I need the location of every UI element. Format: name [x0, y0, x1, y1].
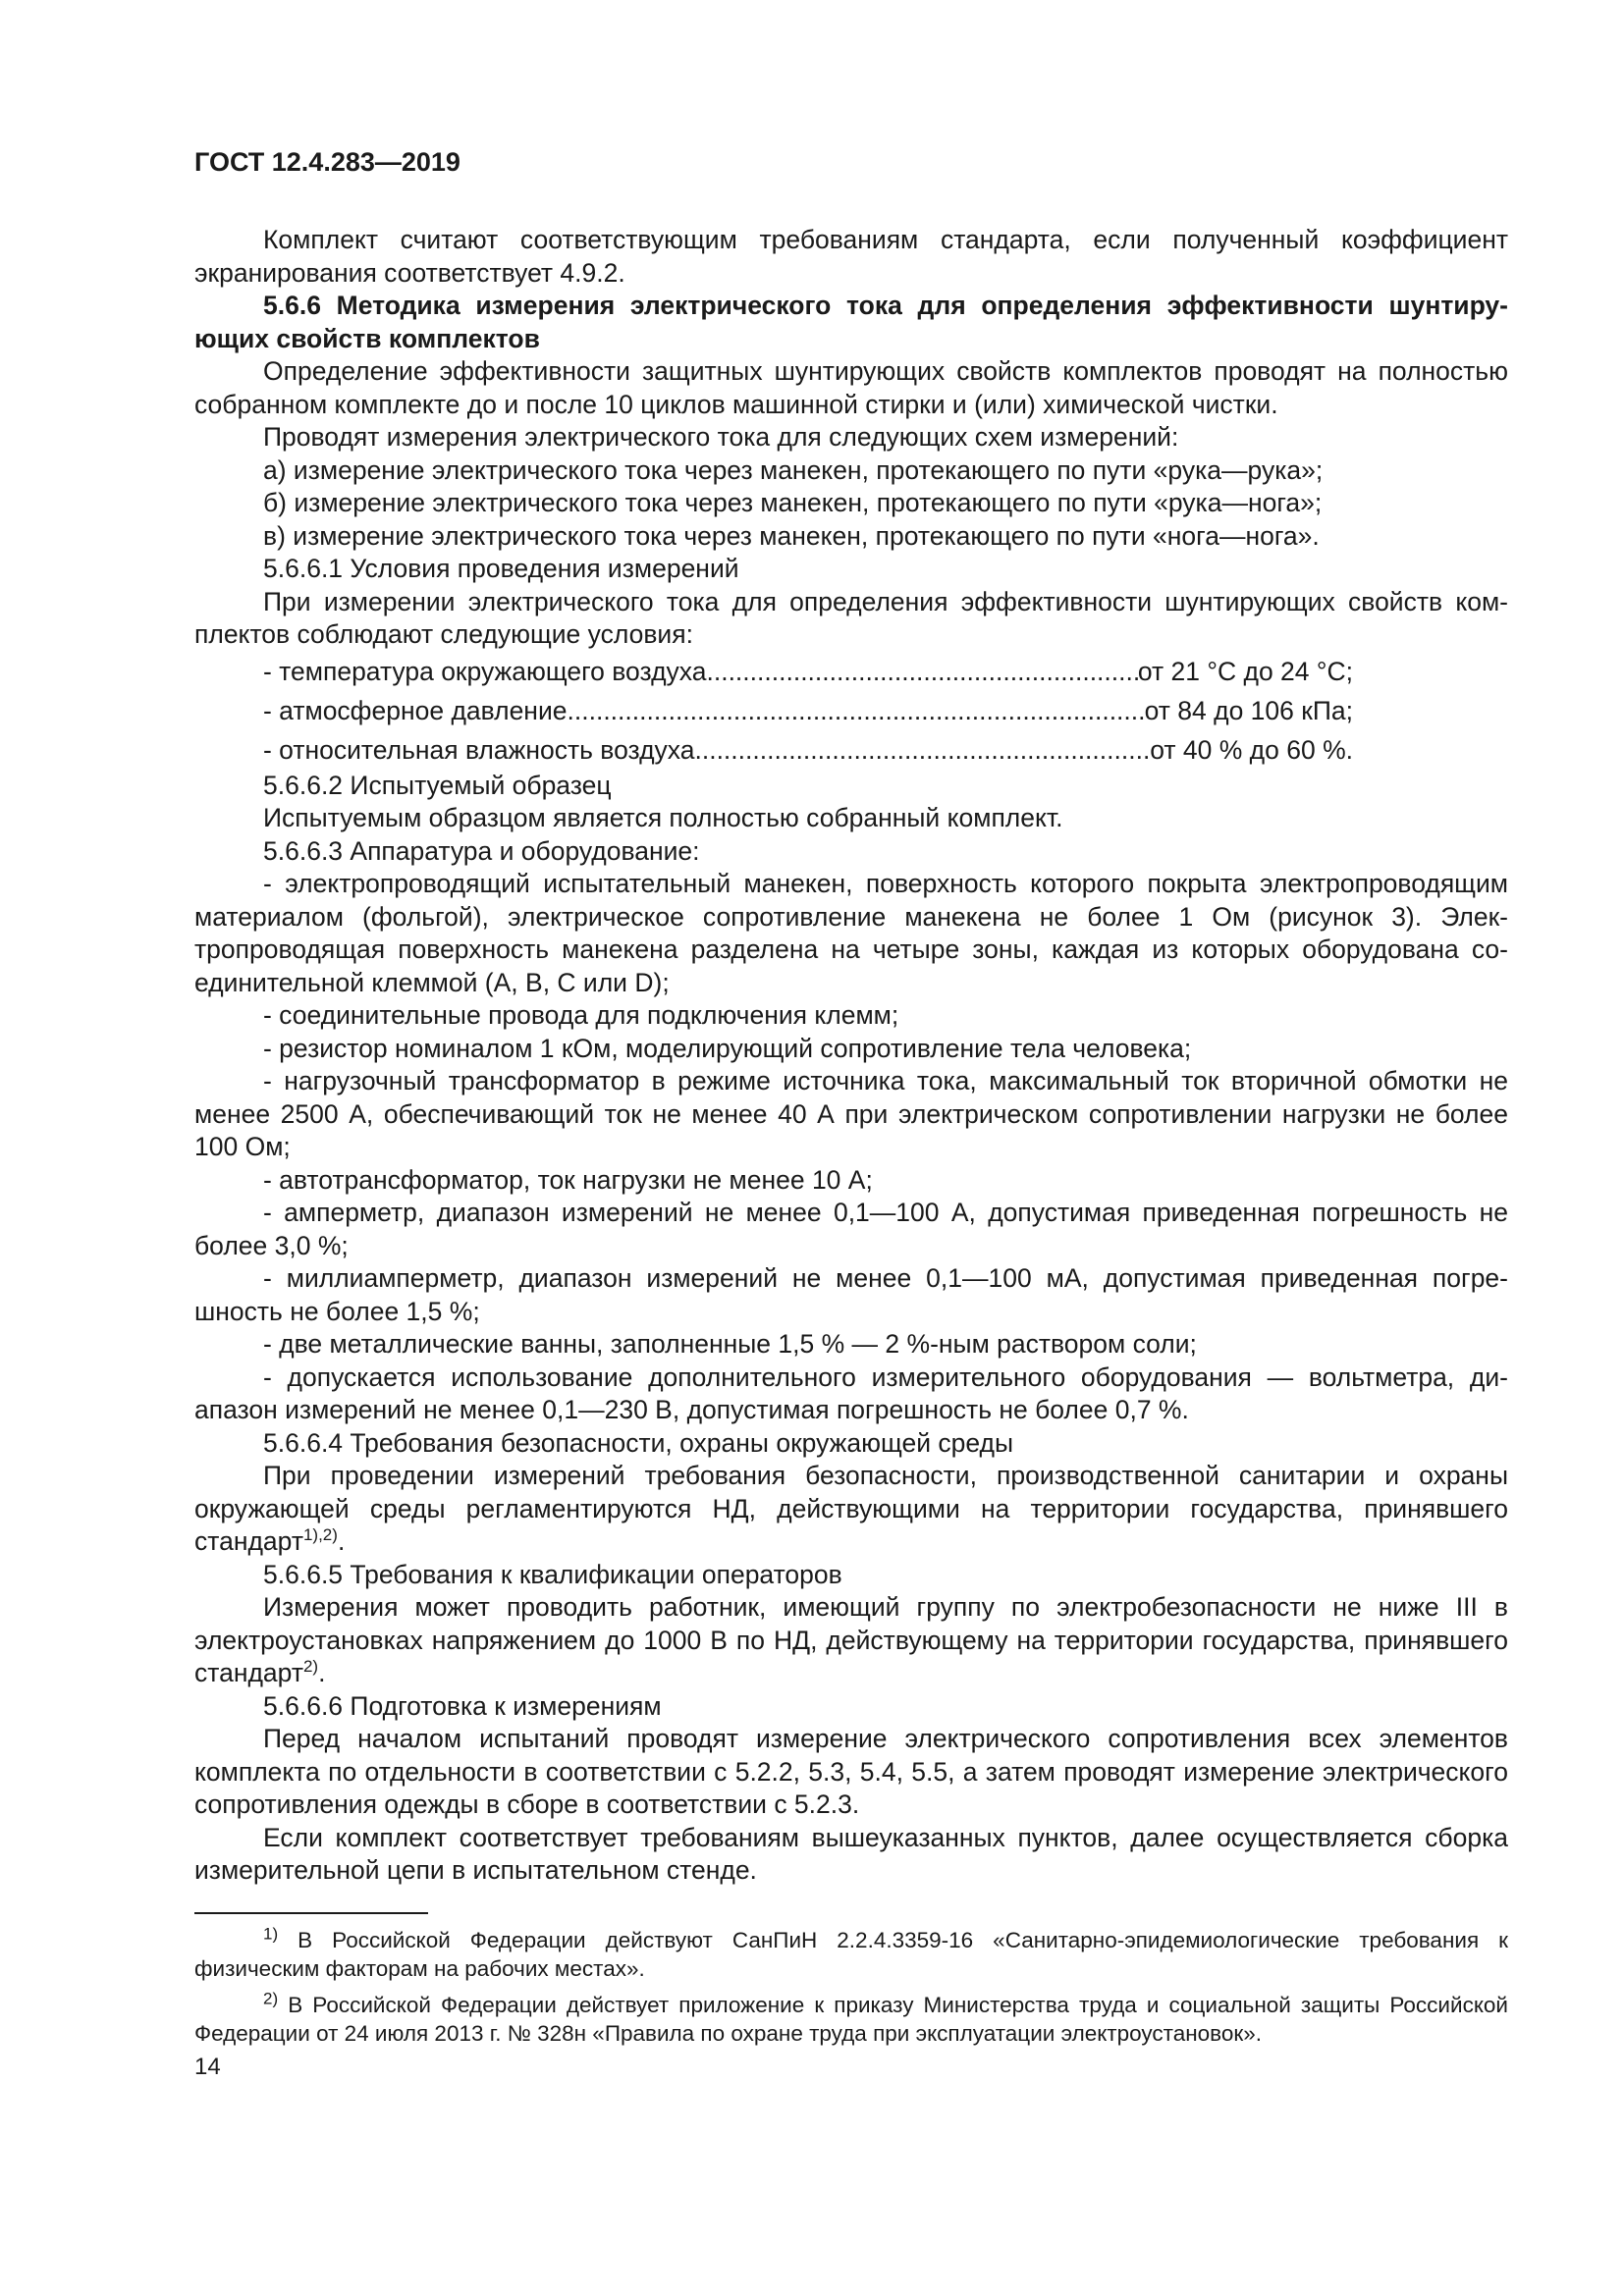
subsection-heading: 5.6.6.4 Требования безопасности, охраны окружающей среды: [263, 1427, 1014, 1458]
paragraph: Проводят измерения электрического тока для следующих схем измерений:: [263, 422, 1179, 452]
condition-value: от 40 % до 60 %.: [1150, 734, 1353, 765]
condition-value: от 84 до 106 кПа;: [1144, 695, 1353, 725]
footnote-mark: 1): [263, 1924, 279, 1944]
condition-humidity: [194, 730, 1353, 770]
subsection-heading: 5.6.6.1 Условия проведения измерений: [263, 554, 739, 583]
footnote-body: В Российской Федерации действуют СанПиН 2.2.4.3359-16 «Санитарно-эпидемиологические требования к физическим факторам на рабочих местах».: [194, 1928, 1508, 1981]
paragraph-end: .: [318, 1658, 326, 1687]
list-item: - электропроводящий испытательный манекен, поверхность которого покрыта электропроводящим материалом (фольгой), электрическое сопротивление манекена не более 1 Ом (рисунок 3). Электропроводящая поверхность манекена разделена на четыре зоны, каждая из которых оборудована соединительной клеммой (A, B, C или D);: [194, 869, 1508, 997]
main-text: [194, 224, 1508, 1888]
paragraph: [194, 1460, 1508, 1559]
list-item: - автотрансформатор, ток нагрузки не менее 10 А;: [263, 1164, 873, 1195]
paragraph: Испытуемым образцом является полностью собранный комплект.: [263, 803, 1063, 832]
paragraph-text: Измерения может проводить работник, имеющий группу по электробезопасности не ниже III в электроустановках напряжением до 1000 В по НД, действующему на территории государства, принявшего стандарт: [194, 1592, 1508, 1687]
list-item: - допускается использование дополнительного измерительного оборудования — вольтметра, диапазон измерений не менее 0,1—230 В, допустимая погрешность не более 0,7 %.: [194, 1362, 1508, 1424]
list-item: б) измерение электрического тока через манекен, протекающего по пути «рука—нога»;: [263, 488, 1323, 517]
condition-temperature: [194, 652, 1353, 691]
list-item: - амперметр, диапазон измерений не менее 0,1—100 А, допустимая приведенная погрешность не более 3,0 %;: [194, 1198, 1508, 1260]
paragraph: Если комплект соответствует требованиям вышеуказанных пунктов, далее осуществляется сборка измерительной цепи в испытательном стенде.: [194, 1822, 1508, 1885]
list-item: - миллиамперметр, диапазон измерений не менее 0,1—100 мА, допустимая приведенная погрешность не более 1,5 %;: [194, 1263, 1508, 1326]
list-item: - две металлические ванны, заполненные 1,5 % — 2 %-ным раствором соли;: [263, 1329, 1197, 1359]
page-number: 14: [194, 2054, 221, 2080]
condition-label: - температура окружающего воздуха: [263, 656, 707, 686]
standard-header: ГОСТ 12.4.283—2019: [194, 147, 460, 177]
list-item: в) измерение электрического тока через манекен, протекающего по пути «нога—нога».: [263, 520, 1320, 551]
list-item: а) измерение электрического тока через манекен, протекающего по пути «рука—рука»;: [263, 454, 1324, 485]
subsection-heading: 5.6.6.3 Аппаратура и оборудование:: [263, 835, 700, 866]
section-heading: 5.6.6 Методика измерения электрического тока для определения эффективности шунтирующих свойств комплектов: [194, 291, 1508, 353]
condition-value: от 21 °С до 24 °С;: [1137, 656, 1353, 686]
footnote-ref[interactable]: 1),2): [302, 1525, 338, 1545]
paragraph: [194, 1591, 1508, 1690]
subsection-heading: 5.6.6.2 Испытуемый образец: [263, 770, 612, 800]
list-item: - резистор номиналом 1 кОм, моделирующий сопротивление тела человека;: [263, 1033, 1192, 1063]
paragraph: При измерении электрического тока для определения эффективности шунтирующих свойств комплектов соблюдают следующие условия:: [194, 586, 1508, 649]
paragraph: Определение эффективности защитных шунтирующих свойств комплектов проводят на полностью собранном комплекте до и после 10 циклов машинной стирки и (или) химической чистки.: [194, 356, 1508, 419]
paragraph-end: .: [337, 1526, 346, 1556]
footnote-text: [194, 1991, 1508, 2048]
condition-label: - относительная влажность воздуха: [263, 734, 695, 765]
condition-label: - атмосферное давление: [263, 695, 568, 725]
subsection-heading: 5.6.6.6 Подготовка к измерениям: [263, 1690, 662, 1721]
leader-dots: [568, 691, 1145, 730]
subsection-heading: 5.6.6.5 Требования к квалификации операторов: [263, 1559, 842, 1589]
leader-dots: [694, 730, 1150, 770]
leader-dots: [706, 652, 1137, 691]
footnote-text: [194, 1926, 1508, 1983]
footnote-ref[interactable]: 2): [302, 1657, 319, 1677]
paragraph: Перед началом испытаний проводят измерение электрического сопротивления всех элементов комплекта по отдельности в соответствии с 5.2.2, 5.3, 5.4, 5.5, а затем проводят измерение электрического сопротивления одежды в сборе в соответствии с 5.2.3.: [194, 1724, 1508, 1819]
footnote-2: [194, 1991, 1508, 2048]
paragraph: Комплект считают соответствующим требованиям стандарта, если полученный коэффициент экранирования соответствует 4.9.2.: [194, 225, 1508, 288]
list-item: - нагрузочный трансформатор в режиме источника тока, максимальный ток вторичной обмотки не менее 2500 А, обеспечивающий ток не менее 40 А при электрическом сопротивлении нагрузки не более 100 Ом;: [194, 1066, 1508, 1161]
footnote-1: [194, 1926, 1508, 1983]
condition-pressure: [194, 691, 1353, 730]
footnote-mark: 2): [263, 1989, 279, 2008]
list-item: - соединительные провода для подключения клемм;: [263, 1000, 899, 1030]
footnote-separator: [194, 1912, 428, 1914]
footnote-body: В Российской Федерации действует приложение к приказу Министерства труда и социальной защиты Российской Федерации от 24 июля 2013 г. № 328н «Правила по охране труда при эксплуатации электроустановок».: [194, 1993, 1508, 2046]
paragraph-text: При проведении измерений требования безопасности, производственной санитарии и охраны окружающей среды регламентируются НД, действующими на территории государства, принявшего стандарт: [194, 1461, 1508, 1556]
